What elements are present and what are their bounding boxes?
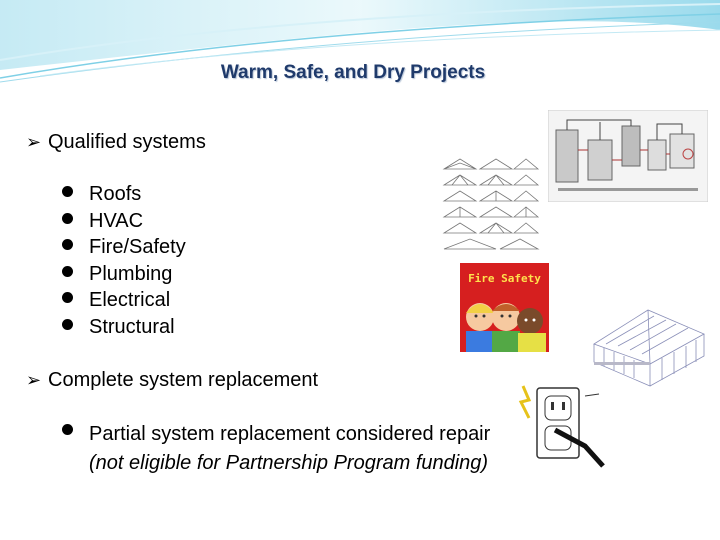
list-item: Structural <box>62 314 186 341</box>
qualified-systems-list <box>62 181 186 340</box>
list-item: HVAC <box>62 208 186 235</box>
fire-safety-image <box>460 263 549 352</box>
list-item: Fire/Safety <box>62 234 186 261</box>
arrow-bullet-icon: ➢ <box>26 370 42 390</box>
list-item: Electrical <box>62 287 186 314</box>
bullet-dot-icon <box>62 186 73 197</box>
electrical-outlet-icon <box>515 382 610 470</box>
section-heading: Complete system replacement <box>48 369 319 391</box>
section-qualified-systems <box>26 130 206 154</box>
house-frame-icon <box>588 300 710 390</box>
bullet-dot-icon <box>62 424 73 435</box>
list-item: Plumbing <box>62 261 186 288</box>
bullet-dot-icon <box>62 266 73 277</box>
section-complete-replacement <box>26 368 318 392</box>
bullet-dot-icon <box>62 239 73 250</box>
bullet-dot-icon <box>62 213 73 224</box>
slide-title: Warm, Safe, and Dry Projects <box>220 62 486 83</box>
roof-truss-icon <box>440 155 540 255</box>
fire-safety-label: Fire Safety <box>468 272 541 285</box>
partial-replacement-bullet: Partial system replacement considered repair (not eligible for Partnership Program funding) <box>62 420 522 478</box>
bullet-dot-icon <box>62 292 73 303</box>
plumbing-diagram-icon <box>548 110 708 202</box>
bullet-dot-icon <box>62 319 73 330</box>
arrow-bullet-icon: ➢ <box>26 132 42 152</box>
list-item: Roofs <box>62 181 186 208</box>
section-heading: Qualified systems <box>48 131 206 153</box>
